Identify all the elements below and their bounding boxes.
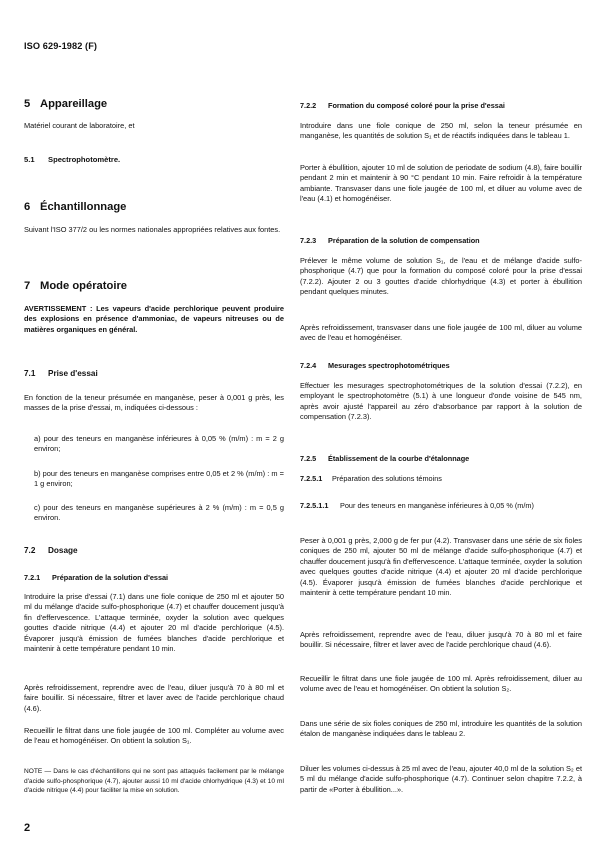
section-7-2-3-paragraph-1: Prélever le même volume de solution S₁, de l'eau et de mélange d'acide sulfo-phosphorique (4.7) que pour la formation du composé coloré pour la prise d'essai (7.2.2). Ajouter 2 ou 3 gouttes d'acide chlorhydrique (4.3) et porter à ébullition pendant quelques minutes. [300, 256, 582, 297]
section-7-2-2-heading: 7.2.2 Formation du composé coloré pour la prise d'essai [300, 101, 505, 110]
section-number: 5 [24, 98, 31, 110]
section-7-2-5-1-1-paragraph-4: Dans une série de six fioles coniques de 250 ml, introduire les quantités de la solution étalon de manganèse indiquées dans le tableau 2. [300, 719, 582, 739]
section-5-heading [24, 98, 107, 110]
section-7-2-4-heading: 7.2.4 Mesurages spectrophotométriques [300, 361, 450, 370]
list-item-a: a) pour des teneurs en manganèse inférieures à 0,05 % (m/m) : m = 2 g environ; [34, 434, 284, 454]
section-7-2-5-heading: 7.2.5 Établissement de la courbe d'étalonnage [300, 454, 470, 463]
section-title: Appareillage [40, 98, 108, 110]
section-5-1-heading: 5.1 Spectrophotomètre. [24, 155, 121, 164]
section-7-2-1-paragraph-2: Après refroidissement, reprendre avec de l'eau, diluer jusqu'à 70 à 80 ml et faire bouillir. Si nécessaire, filtrer et laver avec de l'acide perchlorique chaud (4.6). [24, 683, 284, 713]
list-item-c: c) pour des teneurs en manganèse supérieures à 2 % (m/m) : m = 0,5 g environ. [34, 503, 284, 523]
section-7-2-heading: 7.2 Dosage [24, 546, 78, 555]
section-6-heading: 6 Échantillonnage [24, 201, 127, 213]
section-7-1-text: En fonction de la teneur présumée en manganèse, peser à 0,001 g près, les masses de la prise d'essai, m, indiquées ci-dessous : [24, 393, 284, 413]
warning-text: AVERTISSEMENT : Les vapeurs d'acide perchlorique peuvent produire des explosions en présence d'ammoniac, de vapeurs nitreuses ou de matières organiques en général. [24, 304, 284, 334]
note-text: NOTE — Dans le cas d'échantillons qui ne sont pas attaqués facilement par le mélange d'acide sulfo-phosphorique (4.7), ajouter aussi 10 ml d'acide chlorhydrique (4.3) et 10 ml d'acide nitrique (4.4) pour faciliter la mise en solution. [24, 768, 284, 795]
section-7-2-5-1-heading: 7.2.5.1 Préparation des solutions témoins [300, 474, 442, 483]
section-7-2-5-1-1-paragraph-2: Après refroidissement, reprendre avec de l'eau, diluer jusqu'à 70 à 80 ml et faire bouillir. Si nécessaire, filtrer et laver avec de l'acide perchlorique chaud (4.6). [300, 630, 582, 650]
section-7-2-2-paragraph-2: Porter à ébullition, ajouter 10 ml de solution de periodate de sodium (4.8), faire bouillir pendant 2 min et maintenir à 90 °C pendant 10 min. Faire refroidir à la température ambiante. Transvaser dans une fiole jaugée de 100 ml, et diluer au volume avec de l'eau (4.1) et homogénéiser. [300, 163, 582, 204]
document-id: ISO 629-1982 (F) [24, 41, 98, 51]
section-5-text: Matériel courant de laboratoire, et [24, 121, 135, 130]
section-6-text: Suivant l'ISO 377/2 ou les normes nationales appropriées relatives aux fontes. [24, 225, 281, 234]
section-7-2-1-heading: 7.2.1 Préparation de la solution d'essai [24, 573, 169, 582]
section-7-1-heading: 7.1 Prise d'essai [24, 369, 98, 378]
page-number: 2 [24, 822, 31, 834]
section-7-2-1-paragraph-3: Recueillir le filtrat dans une fiole jaugée de 100 ml. Compléter au volume avec de l'eau et homogénéiser. On obtient la solution S₁. [24, 726, 284, 746]
section-7-heading: 7 Mode opératoire [24, 280, 128, 292]
section-7-2-5-1-1-paragraph-1: Peser à 0,001 g près, 2,000 g de fer pur (4.2). Transvaser dans une série de six fioles coniques de 250 ml, ajouter 50 ml de mélange d'acide sulfo-phosphorique (4.7) et chauffer doucement jusqu'à fin d'effervescence. L'attaque terminée, oxyder la solution avec quelques gouttes d'acide nitrique (4.4) et ajouter 20 ml d'acide perchlorique (4.5). Évaporer jusqu'à émission de fumées blanches d'acide perchlorique et maintenir à cette température pendant 10 min. [300, 536, 582, 598]
section-7-2-5-1-1-paragraph-5: Diluer les volumes ci-dessus à 25 ml avec de l'eau, ajouter 40,0 ml de la solution S₂ et 5 ml du mélange d'acide sulfo-phosphorique (4.7). Continuer selon chapitre 7.2.2, à partir de «Porter à ébullition...». [300, 764, 582, 794]
section-7-2-3-paragraph-2: Après refroidissement, transvaser dans une fiole jaugée de 100 ml, diluer au volume avec de l'eau et homogénéiser. [300, 323, 582, 343]
section-7-2-3-heading: 7.2.3 Préparation de la solution de compensation [300, 236, 480, 245]
list-item-b: b) pour des teneurs en manganèse comprises entre 0,05 et 2 % (m/m) : m = 1 g environ; [34, 469, 284, 489]
section-7-2-1-paragraph-1: Introduire la prise d'essai (7.1) dans une fiole conique de 250 ml et ajouter 50 ml du mélange d'acide sulfo-phosphorique (4.7) et chauffer doucement jusqu'à fin d'effervescence. L'attaque terminée, oxyder la solution avec quelques gouttes d'acide nitrique (4.4) et ajouter 20 ml d'acide perchlorique (4.5). Évaporer jusqu'à émission de fumées blanches d'acide perchlorique et maintenir à cette température pendant 10 min. [24, 592, 284, 654]
section-7-2-2-paragraph-1: Introduire dans une fiole conique de 250 ml, selon la teneur présumée en manganèse, les quantités de solution S₁ et de réactifs indiquées dans le tableau 1. [300, 121, 582, 141]
section-7-2-5-1-1-heading: 7.2.5.1.1 Pour des teneurs en manganèse inférieures à 0,05 % (m/m) [300, 501, 534, 510]
section-7-2-5-1-1-paragraph-3: Recueillir le filtrat dans une fiole jaugée de 100 ml. Après refroidissement, diluer au volume avec de l'eau et homogénéiser. On obtient la solution S₂. [300, 674, 582, 694]
section-7-2-4-paragraph: Effectuer les mesurages spectrophotométriques de la solution d'essai (7.2.2), en employant le spectrophotomètre (5.1) à une longueur d'onde voisine de 545 nm, après avoir ajusté l'appareil au zéro d'absorbance par rapport à la solution de compensation (7.2.3). [300, 381, 582, 422]
